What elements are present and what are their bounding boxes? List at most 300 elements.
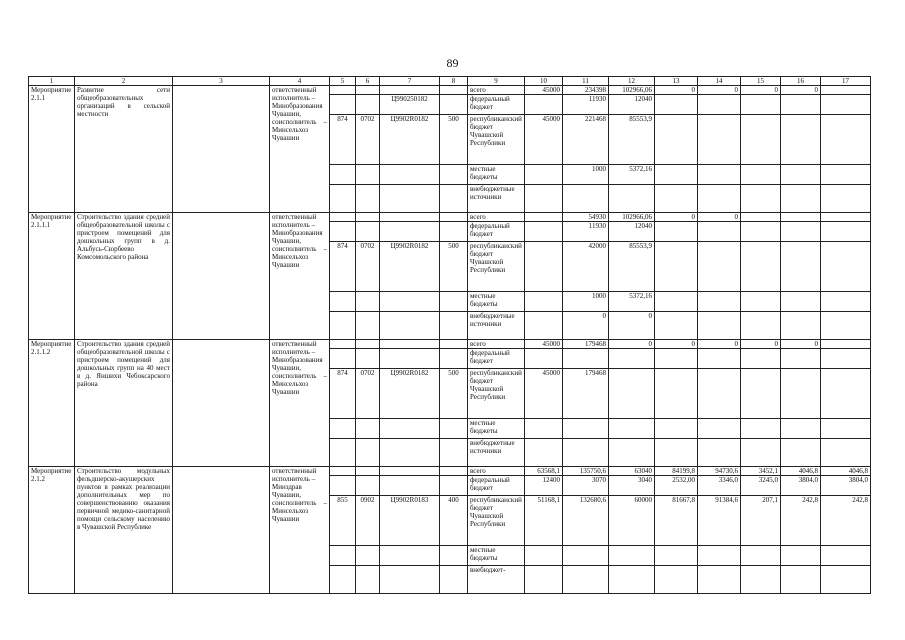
csr-code	[380, 222, 440, 242]
amount-cell	[781, 312, 821, 340]
amount-cell	[609, 369, 655, 419]
amount-cell	[821, 95, 871, 115]
column-number-header: 13	[655, 77, 698, 86]
amount-cell: 0	[563, 312, 609, 340]
gr-code	[330, 467, 356, 476]
funding-source: местные бюджеты	[468, 546, 525, 566]
amount-cell	[609, 349, 655, 369]
vr-code	[440, 222, 468, 242]
amount-cell	[525, 349, 563, 369]
funding-source: федеральный бюджет	[468, 476, 525, 496]
funding-source: внебюджетные источники	[468, 312, 525, 340]
amount-cell	[563, 439, 609, 467]
amount-cell	[821, 546, 871, 566]
amount-cell	[781, 349, 821, 369]
funding-source: всего	[468, 213, 525, 222]
amount-cell	[655, 566, 698, 594]
amount-cell: 0	[741, 340, 781, 349]
amount-cell: 102966,06	[609, 86, 655, 95]
col3-cell	[173, 467, 270, 594]
funding-source: внебюджетные источники	[468, 185, 525, 213]
amount-cell: 207,1	[741, 496, 781, 546]
column-number-header: 3	[173, 77, 270, 86]
column-number-header: 10	[525, 77, 563, 86]
amount-cell	[821, 185, 871, 213]
amount-cell	[781, 222, 821, 242]
amount-cell	[821, 340, 871, 349]
responsible-line: Минобразования Чувашии, соисполнитель – Минсельхоз Чувашии	[272, 229, 327, 269]
amount-cell	[525, 439, 563, 467]
amount-cell	[698, 369, 741, 419]
amount-cell	[781, 242, 821, 292]
amount-cell	[741, 213, 781, 222]
amount-cell	[741, 439, 781, 467]
amount-cell	[698, 242, 741, 292]
amount-cell: 0	[609, 312, 655, 340]
amount-cell	[741, 95, 781, 115]
amount-cell: 12040	[609, 222, 655, 242]
amount-cell	[655, 439, 698, 467]
column-number-header: 16	[781, 77, 821, 86]
csr-code	[380, 467, 440, 476]
funding-source: республиканский бюджет Чувашской Республики	[468, 115, 525, 165]
amount-cell: 234398	[563, 86, 609, 95]
funding-source: внебюджет-	[468, 566, 525, 594]
amount-cell: 3070	[563, 476, 609, 496]
csr-code: Ц990250182	[380, 95, 440, 115]
amount-cell: 85553,9	[609, 242, 655, 292]
vr-code	[440, 292, 468, 312]
amount-cell	[655, 292, 698, 312]
amount-cell: 63568,1	[525, 467, 563, 476]
amount-cell: 63040	[609, 467, 655, 476]
funding-source: федеральный бюджет	[468, 222, 525, 242]
funding-source: республиканский бюджет Чувашской Республики	[468, 496, 525, 546]
measure-code: Мероприятие 2.1.1	[29, 86, 75, 213]
amount-cell	[821, 292, 871, 312]
amount-cell	[609, 419, 655, 439]
csr-code: Ц9902R0183	[380, 496, 440, 546]
budget-table	[28, 76, 871, 594]
column-number-header: 4	[270, 77, 330, 86]
amount-cell	[525, 222, 563, 242]
amount-cell	[821, 369, 871, 419]
amount-cell	[821, 439, 871, 467]
responsible-line: Минобразования Чувашии, соисполнитель – Минсельхоз Чувашии	[272, 356, 327, 396]
amount-cell: 132680,6	[563, 496, 609, 546]
amount-cell: 12400	[525, 476, 563, 496]
amount-cell: 221468	[563, 115, 609, 165]
vr-code	[440, 340, 468, 349]
column-number-header: 11	[563, 77, 609, 86]
funding-source: республиканский бюджет Чувашской Республики	[468, 369, 525, 419]
amount-cell	[525, 165, 563, 185]
responsible-executor	[270, 213, 330, 340]
amount-cell	[525, 292, 563, 312]
amount-cell	[741, 312, 781, 340]
responsible-executor	[270, 467, 330, 594]
vr-code	[440, 349, 468, 369]
vr-code: 500	[440, 242, 468, 292]
amount-cell	[781, 165, 821, 185]
amount-cell	[609, 546, 655, 566]
amount-cell	[698, 439, 741, 467]
amount-cell	[821, 242, 871, 292]
amount-cell	[563, 185, 609, 213]
amount-cell	[781, 439, 821, 467]
amount-cell	[741, 185, 781, 213]
col3-cell	[173, 86, 270, 213]
amount-cell: 94730,6	[698, 467, 741, 476]
amount-cell: 3245,0	[741, 476, 781, 496]
amount-cell	[655, 349, 698, 369]
csr-code: Ц9902R0182	[380, 369, 440, 419]
amount-cell	[781, 292, 821, 312]
funding-source: местные бюджеты	[468, 419, 525, 439]
amount-cell	[563, 546, 609, 566]
amount-cell	[698, 349, 741, 369]
amount-cell	[821, 566, 871, 594]
amount-cell: 5372,16	[609, 165, 655, 185]
amount-cell	[781, 185, 821, 213]
amount-cell: 11930	[563, 95, 609, 115]
table-row	[29, 467, 871, 476]
amount-cell: 60000	[609, 496, 655, 546]
measure-name: Строительство здания средней общеобразовательной школы с пристроем помещений для дошкольных групп в д. Альбусь-Сюрбеево Комсомольского района	[75, 213, 173, 340]
amount-cell	[741, 546, 781, 566]
gr-code	[330, 213, 356, 222]
vr-code	[440, 213, 468, 222]
amount-cell: 42000	[563, 242, 609, 292]
funding-source: всего	[468, 340, 525, 349]
amount-cell: 45000	[525, 86, 563, 95]
rz-pr-code	[356, 546, 380, 566]
amount-cell	[781, 419, 821, 439]
amount-cell	[655, 419, 698, 439]
csr-code	[380, 165, 440, 185]
rz-pr-code	[356, 95, 380, 115]
amount-cell: 4046,8	[821, 467, 871, 476]
funding-source: республиканский бюджет Чувашской Республики	[468, 242, 525, 292]
column-number-header: 2	[75, 77, 173, 86]
amount-cell	[698, 419, 741, 439]
amount-cell	[655, 185, 698, 213]
csr-code	[380, 546, 440, 566]
responsible-line: ответственный исполнитель –	[272, 86, 317, 102]
rz-pr-code	[356, 349, 380, 369]
vr-code	[440, 566, 468, 594]
header-row	[29, 77, 871, 86]
amount-cell: 54930	[563, 213, 609, 222]
amount-cell	[741, 242, 781, 292]
responsible-line: ответственный исполнитель –	[272, 213, 317, 229]
amount-cell	[821, 312, 871, 340]
column-number-header: 6	[356, 77, 380, 86]
amount-cell: 242,8	[781, 496, 821, 546]
amount-cell	[525, 213, 563, 222]
amount-cell	[741, 566, 781, 594]
amount-cell: 3804,0	[781, 476, 821, 496]
column-number-header: 12	[609, 77, 655, 86]
amount-cell	[781, 213, 821, 222]
vr-code	[440, 95, 468, 115]
amount-cell: 4046,8	[781, 467, 821, 476]
responsible-line: Минздрав Чувашии, соисполнитель – Минсельхоз Чувашии	[272, 483, 327, 523]
gr-code: 874	[330, 115, 356, 165]
amount-cell	[525, 242, 563, 292]
amount-cell	[525, 419, 563, 439]
gr-code: 874	[330, 242, 356, 292]
amount-cell	[525, 546, 563, 566]
amount-cell	[655, 95, 698, 115]
amount-cell	[655, 312, 698, 340]
csr-code	[380, 312, 440, 340]
measure-name: Развитие сети общеобразовательных организаций в сельской местности	[75, 86, 173, 213]
rz-pr-code	[356, 213, 380, 222]
measure-code: Мероприятие 2.1.1.2	[29, 340, 75, 467]
measure-code: Мероприятие 2.1.2	[29, 467, 75, 594]
table-row	[29, 86, 871, 95]
amount-cell	[563, 566, 609, 594]
amount-cell: 5372,16	[609, 292, 655, 312]
amount-cell	[821, 222, 871, 242]
amount-cell	[698, 115, 741, 165]
gr-code	[330, 95, 356, 115]
gr-code	[330, 349, 356, 369]
amount-cell: 1000	[563, 165, 609, 185]
amount-cell	[655, 242, 698, 292]
amount-cell	[655, 546, 698, 566]
gr-code	[330, 566, 356, 594]
gr-code	[330, 86, 356, 95]
amount-cell	[698, 312, 741, 340]
amount-cell	[741, 349, 781, 369]
amount-cell	[821, 349, 871, 369]
amount-cell	[525, 566, 563, 594]
rz-pr-code	[356, 222, 380, 242]
vr-code	[440, 476, 468, 496]
gr-code: 874	[330, 369, 356, 419]
amount-cell: 3346,0	[698, 476, 741, 496]
amount-cell: 91384,6	[698, 496, 741, 546]
amount-cell	[698, 185, 741, 213]
csr-code	[380, 439, 440, 467]
rz-pr-code	[356, 185, 380, 213]
amount-cell	[781, 369, 821, 419]
amount-cell	[609, 185, 655, 213]
vr-code	[440, 419, 468, 439]
vr-code: 400	[440, 496, 468, 546]
rz-pr-code	[356, 467, 380, 476]
amount-cell: 51168,1	[525, 496, 563, 546]
amount-cell: 12040	[609, 95, 655, 115]
vr-code	[440, 86, 468, 95]
amount-cell	[698, 165, 741, 185]
gr-code: 855	[330, 496, 356, 546]
rz-pr-code	[356, 566, 380, 594]
amount-cell	[781, 566, 821, 594]
rz-pr-code	[356, 340, 380, 349]
column-number-header: 1	[29, 77, 75, 86]
amount-cell	[821, 213, 871, 222]
column-number-header: 14	[698, 77, 741, 86]
amount-cell	[741, 115, 781, 165]
gr-code	[330, 546, 356, 566]
csr-code	[380, 349, 440, 369]
amount-cell: 0	[609, 340, 655, 349]
funding-source: всего	[468, 467, 525, 476]
gr-code	[330, 165, 356, 185]
amount-cell	[821, 115, 871, 165]
rz-pr-code	[356, 419, 380, 439]
amount-cell: 11930	[563, 222, 609, 242]
amount-cell: 45000	[525, 115, 563, 165]
gr-code	[330, 476, 356, 496]
vr-code	[440, 185, 468, 213]
csr-code	[380, 476, 440, 496]
csr-code	[380, 419, 440, 439]
amount-cell	[563, 419, 609, 439]
amount-cell	[655, 165, 698, 185]
vr-code: 500	[440, 115, 468, 165]
amount-cell: 0	[781, 86, 821, 95]
responsible-executor	[270, 86, 330, 213]
csr-code	[380, 185, 440, 213]
amount-cell: 0	[698, 213, 741, 222]
csr-code	[380, 86, 440, 95]
amount-cell: 0	[781, 340, 821, 349]
amount-cell: 0	[655, 340, 698, 349]
amount-cell	[698, 292, 741, 312]
gr-code	[330, 292, 356, 312]
column-number-header: 7	[380, 77, 440, 86]
responsible-line: ответственный исполнитель –	[272, 467, 317, 483]
csr-code	[380, 566, 440, 594]
column-number-header: 8	[440, 77, 468, 86]
rz-pr-code	[356, 312, 380, 340]
amount-cell	[525, 312, 563, 340]
amount-cell: 85553,9	[609, 115, 655, 165]
funding-source: федеральный бюджет	[468, 349, 525, 369]
column-number-header: 9	[468, 77, 525, 86]
amount-cell	[609, 566, 655, 594]
funding-source: внебюджетные источники	[468, 439, 525, 467]
amount-cell: 3452,1	[741, 467, 781, 476]
amount-cell: 84199,8	[655, 467, 698, 476]
csr-code	[380, 292, 440, 312]
gr-code	[330, 340, 356, 349]
responsible-line: Минобразования Чувашии, соисполнитель – Минсельхоз Чувашии	[272, 102, 327, 142]
amount-cell	[781, 115, 821, 165]
column-number-header: 15	[741, 77, 781, 86]
csr-code: Ц9902R0182	[380, 115, 440, 165]
amount-cell	[821, 165, 871, 185]
rz-pr-code: 0902	[356, 496, 380, 546]
amount-cell: 1000	[563, 292, 609, 312]
gr-code	[330, 312, 356, 340]
vr-code	[440, 165, 468, 185]
csr-code	[380, 340, 440, 349]
amount-cell	[525, 95, 563, 115]
vr-code	[440, 312, 468, 340]
vr-code	[440, 439, 468, 467]
amount-cell: 179468	[563, 340, 609, 349]
amount-cell: 179468	[563, 369, 609, 419]
funding-source: федеральный бюджет	[468, 95, 525, 115]
amount-cell	[609, 439, 655, 467]
amount-cell: 0	[741, 86, 781, 95]
csr-code	[380, 213, 440, 222]
amount-cell	[781, 546, 821, 566]
column-number-header: 5	[330, 77, 356, 86]
amount-cell: 0	[698, 86, 741, 95]
col3-cell	[173, 213, 270, 340]
rz-pr-code	[356, 292, 380, 312]
amount-cell	[741, 419, 781, 439]
rz-pr-code	[356, 439, 380, 467]
amount-cell	[563, 349, 609, 369]
amount-cell	[698, 222, 741, 242]
funding-source: местные бюджеты	[468, 165, 525, 185]
measure-name: Строительство модульных фельдшерско-акушерских пунктов в рамках реализации дополнительных мер по совершенствованию оказания первичной медико-санитарной помощи сельскому населению в Чувашской Республике	[75, 467, 173, 594]
amount-cell	[821, 419, 871, 439]
gr-code	[330, 185, 356, 213]
amount-cell: 102966,06	[609, 213, 655, 222]
amount-cell: 45000	[525, 369, 563, 419]
amount-cell	[781, 95, 821, 115]
vr-code	[440, 467, 468, 476]
responsible-executor	[270, 340, 330, 467]
vr-code	[440, 546, 468, 566]
amount-cell: 0	[655, 86, 698, 95]
amount-cell	[525, 185, 563, 213]
amount-cell: 3804,0	[821, 476, 871, 496]
rz-pr-code	[356, 165, 380, 185]
table-row	[29, 213, 871, 222]
amount-cell	[655, 222, 698, 242]
gr-code	[330, 222, 356, 242]
rz-pr-code: 0702	[356, 115, 380, 165]
amount-cell: 45000	[525, 340, 563, 349]
amount-cell	[741, 165, 781, 185]
funding-source: всего	[468, 86, 525, 95]
amount-cell	[741, 292, 781, 312]
amount-cell	[655, 115, 698, 165]
amount-cell: 3040	[609, 476, 655, 496]
responsible-line: ответственный исполнитель –	[272, 340, 317, 356]
table-row	[29, 340, 871, 349]
vr-code: 500	[440, 369, 468, 419]
amount-cell	[698, 566, 741, 594]
amount-cell	[655, 369, 698, 419]
col3-cell	[173, 340, 270, 467]
amount-cell	[698, 95, 741, 115]
amount-cell: 0	[655, 213, 698, 222]
csr-code: Ц9902R0182	[380, 242, 440, 292]
rz-pr-code: 0702	[356, 242, 380, 292]
amount-cell: 242,8	[821, 496, 871, 546]
gr-code	[330, 419, 356, 439]
rz-pr-code: 0702	[356, 369, 380, 419]
amount-cell: 135750,6	[563, 467, 609, 476]
amount-cell: 81667,8	[655, 496, 698, 546]
page-number: 89	[446, 56, 459, 70]
amount-cell	[741, 222, 781, 242]
amount-cell: 0	[698, 340, 741, 349]
gr-code	[330, 439, 356, 467]
measure-name: Строительство здания средней общеобразовательной школы с пристроем помещений для дошкольных групп на 40 мест в д. Яншихи Чебоксарского района	[75, 340, 173, 467]
amount-cell	[741, 369, 781, 419]
